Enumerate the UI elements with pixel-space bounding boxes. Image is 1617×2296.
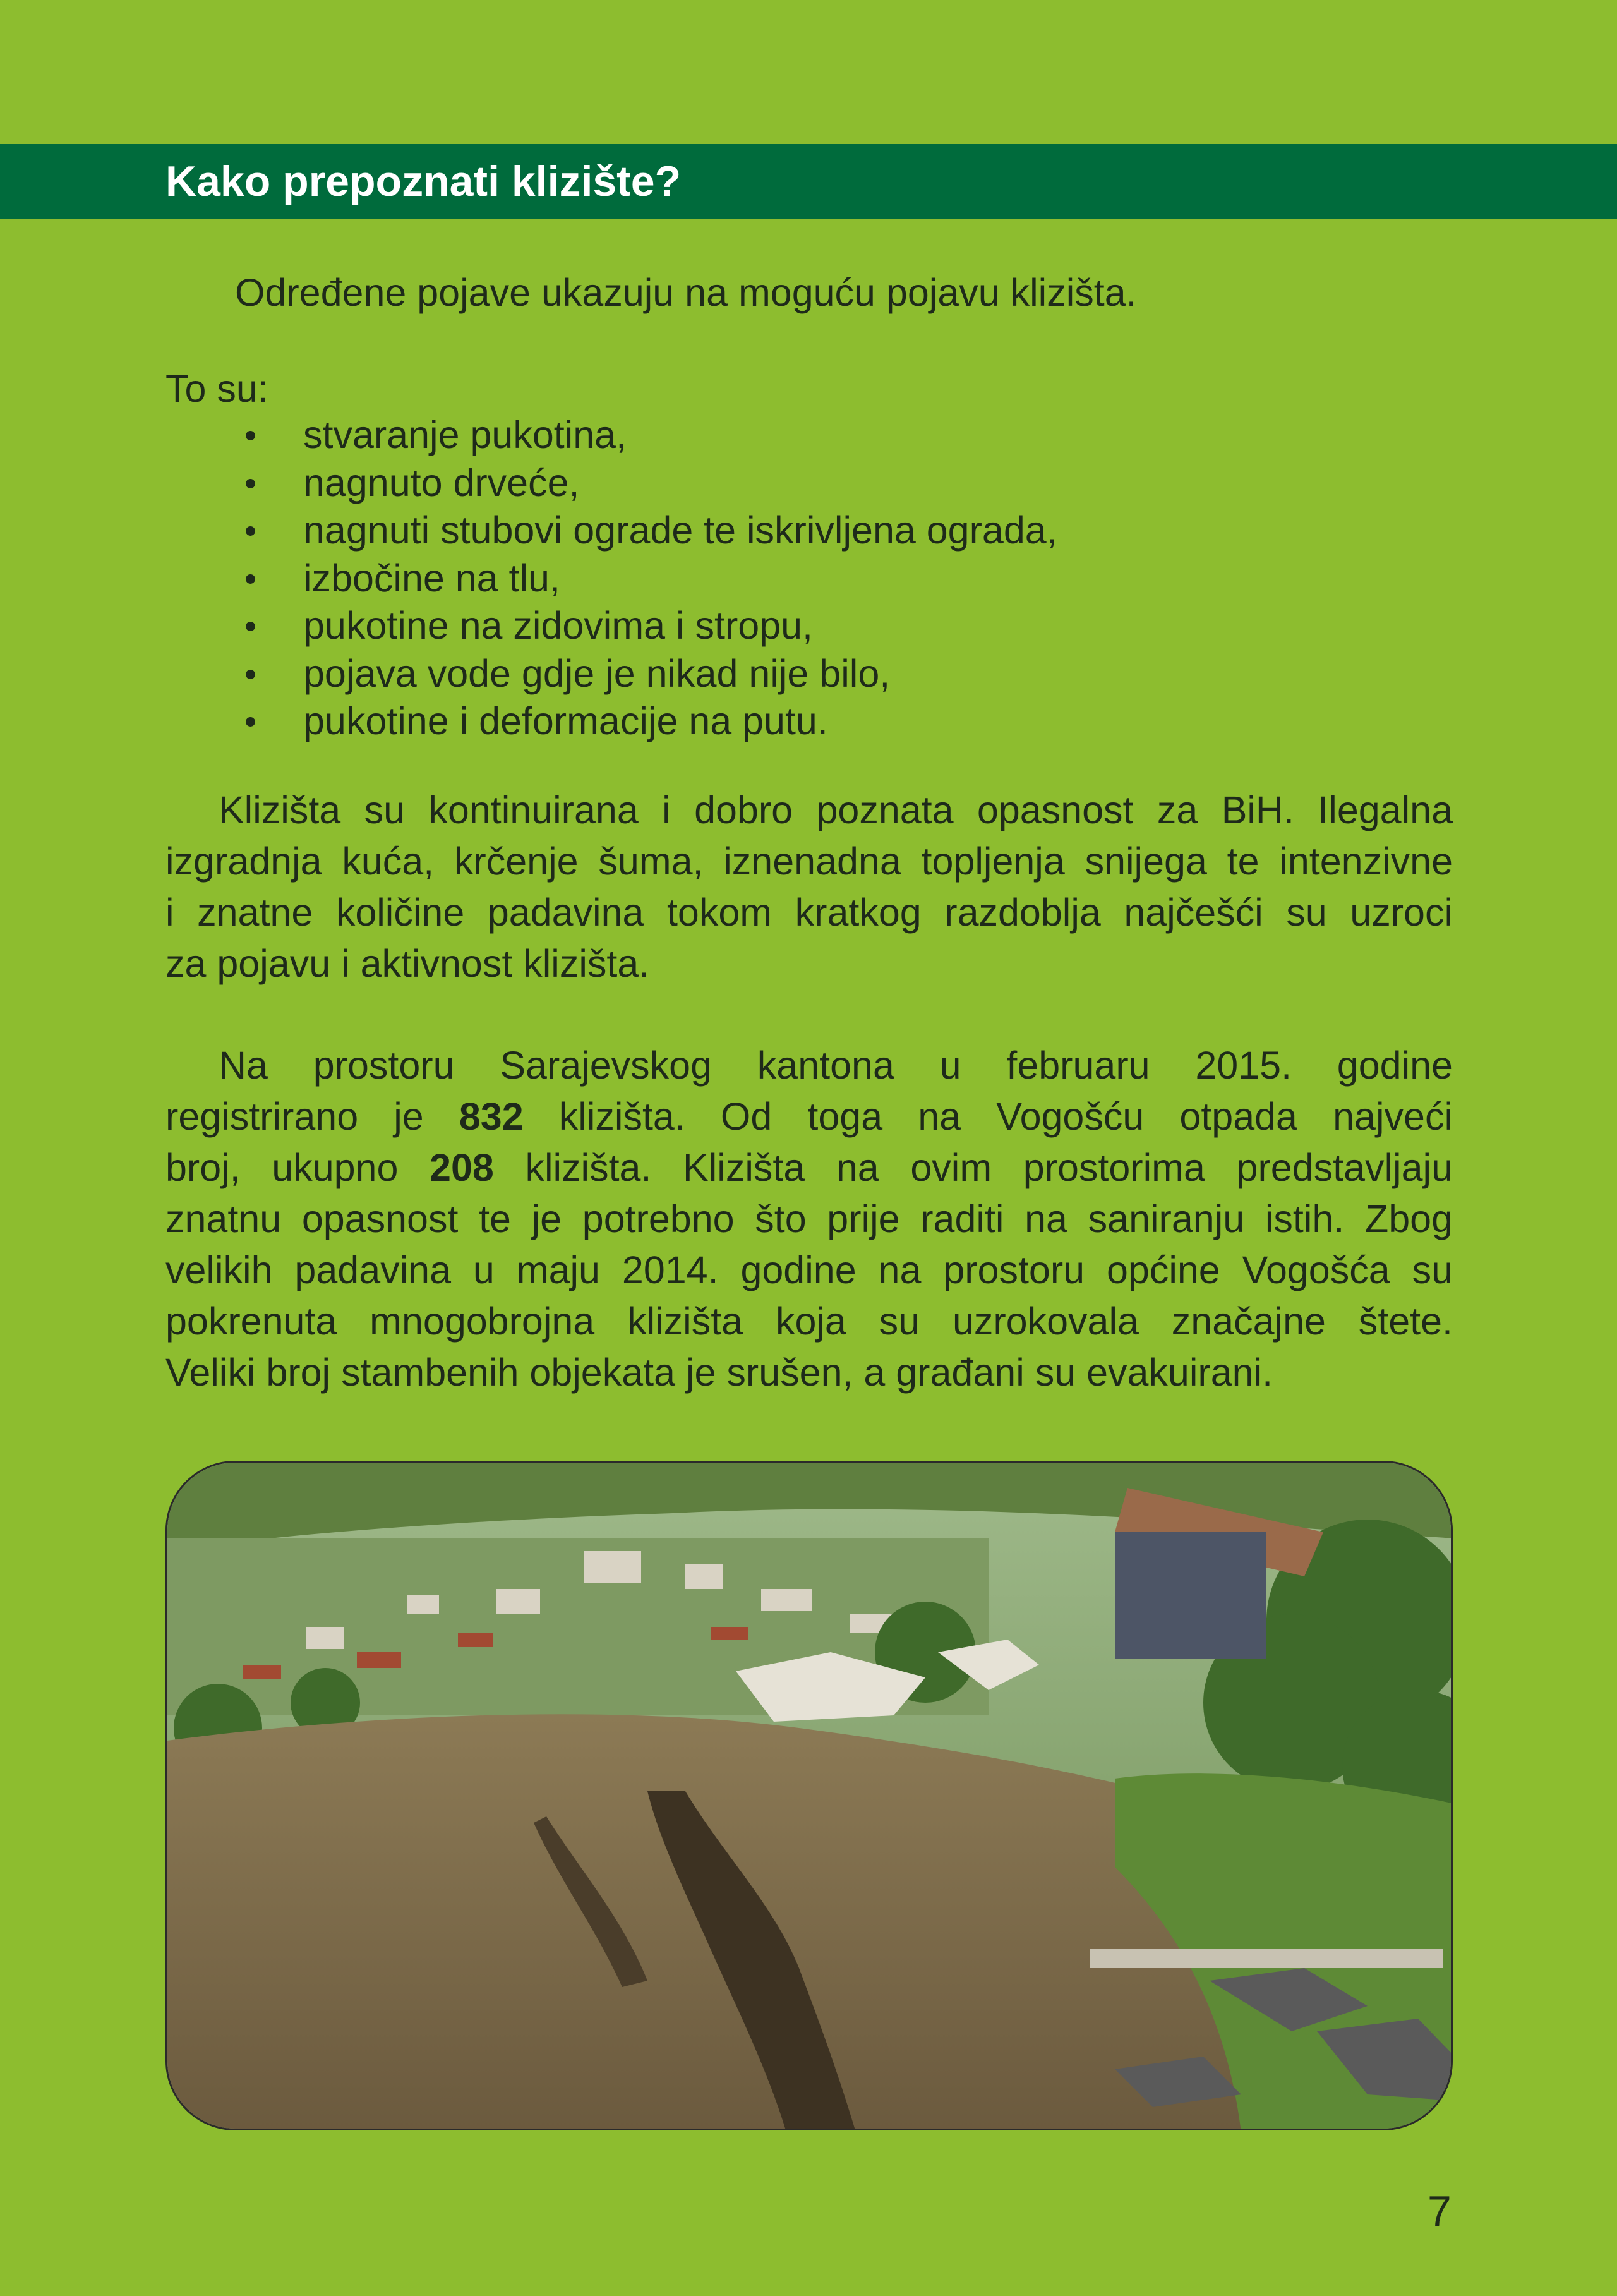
bullet-icon: [246, 479, 255, 488]
paragraph-line: Klizišta su kontinuirana i dobro poznata opasnost za BiH. Ilegalna: [219, 788, 1453, 831]
bullet-icon: [246, 574, 255, 584]
paragraph-line: velikih padavina u maju 2014. godine na prostoru općine Vogošća su: [165, 1248, 1453, 1291]
paragraph-line: registrirano je 832 klizišta. Od toga na Vogošću otpada najveći: [165, 1095, 1453, 1138]
landslide-photo: [165, 1461, 1453, 2130]
intro-sentence: Određene pojave ukazuju na moguću pojavu klizišta.: [235, 271, 1137, 314]
paragraph-line: Na prostoru Sarajevskog kantona u februaru 2015. godine: [219, 1044, 1453, 1087]
list-item: nagnuti stubovi ograde te iskrivljena ograda,: [165, 507, 1057, 555]
page-number: 7: [1428, 2187, 1452, 2235]
list-item: stvaranje pukotina,: [165, 411, 1057, 459]
bullet-icon: [246, 622, 255, 631]
statistics-paragraph: [165, 1040, 1453, 1398]
paragraph-line: Veliki broj stambenih objekata je srušen, a građani su evakuirani.: [165, 1351, 1273, 1394]
causes-paragraph: [165, 785, 1453, 989]
bullet-icon: [246, 717, 255, 727]
paragraph-line: broj, ukupno 208 klizišta. Klizišta na ovim prostorima predstavljaju: [165, 1146, 1453, 1189]
bullet-icon: [246, 526, 255, 536]
paragraph-line: znatnu opasnost te je potrebno što prije raditi na saniranju istih. Zbog: [165, 1197, 1453, 1240]
list-item: pukotine na zidovima i stropu,: [165, 602, 1057, 650]
landslide-photo-illustration: [167, 1463, 1453, 2130]
section-title: Kako prepoznati klizište?: [165, 157, 682, 205]
list-item: pojava vode gdje je nikad nije bilo,: [165, 650, 1057, 698]
list-intro: To su:: [165, 367, 268, 410]
landslide-count-canton: 832: [459, 1095, 524, 1138]
paragraph-line: za pojavu i aktivnost klizišta.: [165, 942, 650, 985]
paragraph-line: pokrenuta mnogobrojna klizišta koja su uzrokovala značajne štete.: [165, 1300, 1453, 1343]
paragraph-line: izgradnja kuća, krčenje šuma, iznenadna topljenja snijega te intenzivne: [165, 840, 1453, 883]
landslide-count-vogosca: 208: [430, 1146, 494, 1189]
list-item: nagnuto drveće,: [165, 459, 1057, 507]
bullet-icon: [246, 670, 255, 679]
paragraph-line: i znatne količine padavina tokom kratkog razdoblja najčešći su uzroci: [165, 891, 1453, 934]
list-item: pukotine i deformacije na putu.: [165, 698, 1057, 746]
list-item: izbočine na tlu,: [165, 555, 1057, 603]
bullet-icon: [246, 431, 255, 440]
warning-signs-list: [165, 411, 1057, 746]
